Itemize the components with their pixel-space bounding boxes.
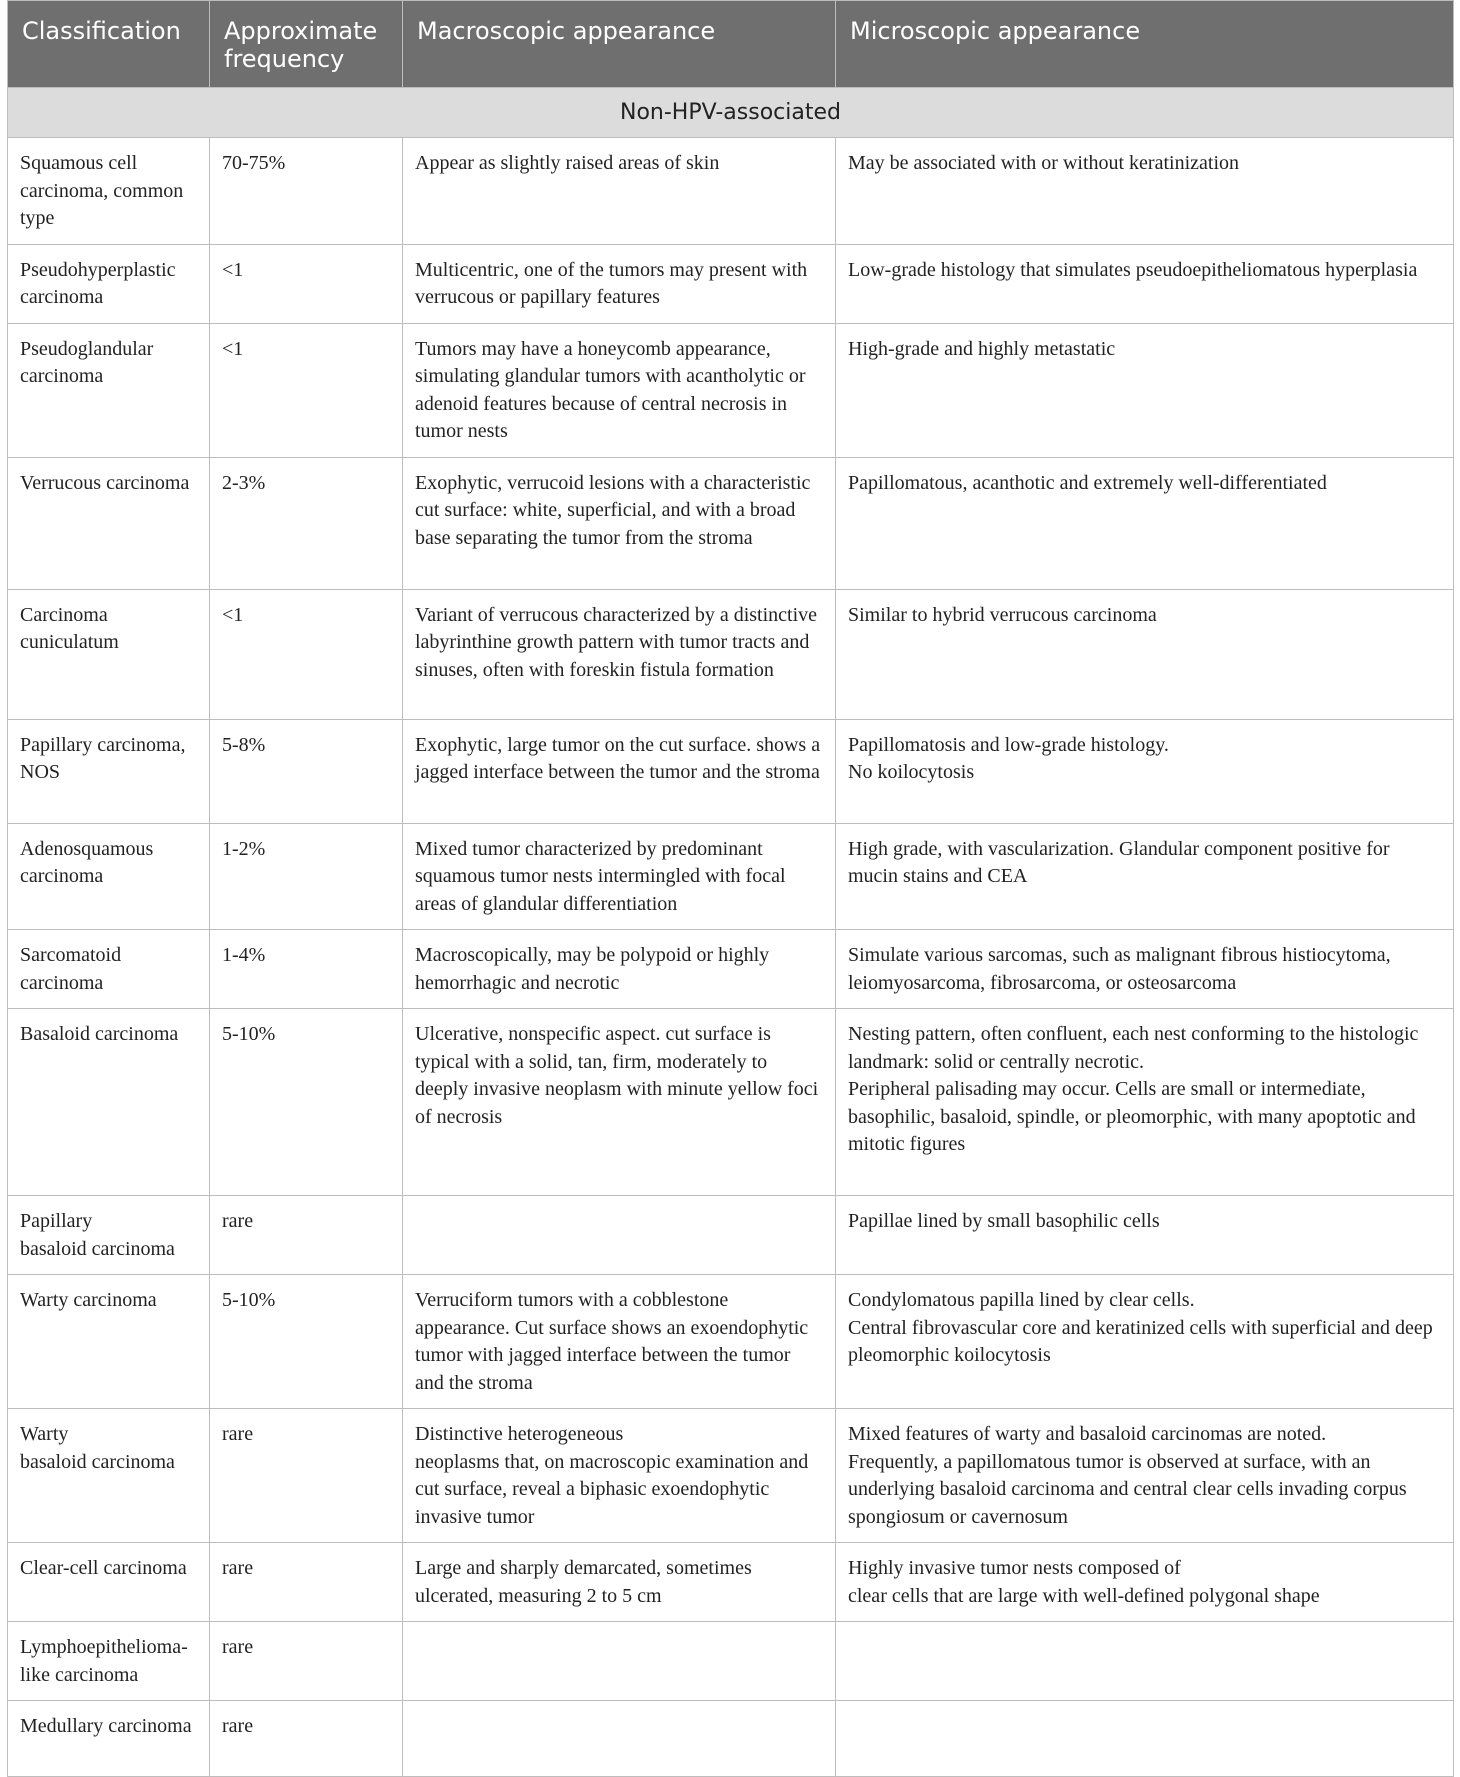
cell-frequency: 2-3% — [210, 457, 403, 589]
cell-frequency: rare — [210, 1409, 403, 1543]
cell-microscopic: Similar to hybrid verrucous carcinoma — [836, 589, 1454, 719]
cell-classification: Squamous cell carcinoma, common type — [8, 138, 210, 245]
cell-frequency: 5-8% — [210, 719, 403, 823]
cell-classification — [8, 1409, 210, 1543]
cell-frequency: 5-10% — [210, 1275, 403, 1409]
cell-microscopic — [836, 1009, 1454, 1196]
cell-frequency: 1-2% — [210, 823, 403, 930]
cell-macroscopic — [403, 1196, 836, 1275]
cell-classification-line: Warty — [20, 1423, 69, 1445]
cell-macroscopic: Tumors may have a honeycomb appearance, simulating glandular tumors with acantholytic or adenoid features because of central necrosis in tumor nests — [403, 323, 836, 457]
cell-frequency: rare — [210, 1622, 403, 1701]
cell-classification: Verrucous carcinoma — [8, 457, 210, 589]
table-row — [8, 1409, 1454, 1543]
cell-microscopic-line: Frequently, a papillomatous tumor is observed at surface, with an underlying basaloid carcinoma and central clear cells invading corpus spongiosum or cavernosum — [848, 1450, 1407, 1528]
header-macroscopic: Macroscopic appearance — [403, 1, 836, 88]
cell-microscopic-line: No koilocytosis — [848, 761, 975, 783]
cell-microscopic-line: Mixed features of warty and basaloid carcinomas are noted. — [848, 1423, 1327, 1445]
cell-macroscopic: Ulcerative, nonspecific aspect. cut surface is typical with a solid, tan, firm, moderately to deeply invasive neoplasm with minute yellow foci of necrosis — [403, 1009, 836, 1196]
cell-classification: Papillary carcinoma, NOS — [8, 719, 210, 823]
cell-classification: Adenosquamous carcinoma — [8, 823, 210, 930]
cell-frequency: <1 — [210, 323, 403, 457]
cell-frequency: rare — [210, 1196, 403, 1275]
table-row — [8, 1622, 1454, 1701]
cell-microscopic-line: Papillomatosis and low-grade histology. — [848, 733, 1169, 756]
cell-microscopic — [836, 1275, 1454, 1409]
cell-microscopic-line: Nesting pattern, often confluent, each nest conforming to the histologic landmark: solid or centrally necrotic. — [848, 1023, 1419, 1073]
cell-microscopic — [836, 1701, 1454, 1777]
classification-table — [7, 0, 1454, 1777]
cell-microscopic — [836, 1409, 1454, 1543]
cell-microscopic-line: clear cells that are large with well-defined polygonal shape — [848, 1584, 1320, 1607]
cell-classification: Basaloid carcinoma — [8, 1009, 210, 1196]
cell-frequency: 1-4% — [210, 930, 403, 1009]
cell-classification — [8, 1196, 210, 1275]
cell-microscopic — [836, 1622, 1454, 1701]
cell-macroscopic: Exophytic, large tumor on the cut surface. shows a jagged interface between the tumor and the stroma — [403, 719, 836, 823]
cell-macroscopic: Appear as slightly raised areas of skin — [403, 138, 836, 245]
cell-microscopic-line: Highly invasive tumor nests composed of — [848, 1557, 1181, 1579]
section-label: Non-HPV-associated — [8, 88, 1454, 138]
table-row — [8, 138, 1454, 245]
cell-classification-line: Papillary — [20, 1210, 93, 1232]
table-row — [8, 930, 1454, 1009]
cell-frequency: <1 — [210, 244, 403, 323]
cell-microscopic-line: Peripheral palisading may occur. Cells are small or intermediate, basophilic, basaloid, spindle, or pleomorphic, with many apoptotic and — [848, 1078, 1416, 1128]
cell-macroscopic — [403, 1701, 836, 1777]
cell-microscopic: Simulate various sarcomas, such as malignant fibrous histiocytoma, leiomyosarcoma, fibrosarcoma, or osteosarcoma — [836, 930, 1454, 1009]
cell-macroscopic — [403, 1409, 836, 1543]
cell-classification: Pseudoglandular carcinoma — [8, 323, 210, 457]
cell-classification: Carcinoma cuniculatum — [8, 589, 210, 719]
cell-microscopic-line: mitotic figures — [848, 1133, 966, 1155]
cell-classification: Sarcomatoid carcinoma — [8, 930, 210, 1009]
cell-macroscopic: Macroscopically, may be polypoid or highly hemorrhagic and necrotic — [403, 930, 836, 1009]
cell-macroscopic-line: neoplasms that, on macroscopic examination and cut surface, reveal a biphasic exoendophytic invasive tumor — [415, 1450, 809, 1528]
cell-classification: Clear-cell carcinoma — [8, 1543, 210, 1622]
cell-microscopic-line: Condylomatous papilla lined by clear cells. — [848, 1289, 1195, 1311]
header-row — [8, 1, 1454, 88]
cell-microscopic: Papillae lined by small basophilic cells — [836, 1196, 1454, 1275]
table-row — [8, 719, 1454, 823]
cell-macroscopic — [403, 1622, 836, 1701]
header-frequency: Approximate frequency — [210, 1, 403, 88]
cell-frequency: 5-10% — [210, 1009, 403, 1196]
table-row — [8, 823, 1454, 930]
cell-macroscopic: Mixed tumor characterized by predominant squamous tumor nests intermingled with focal areas of glandular differentiation — [403, 823, 836, 930]
section-row — [8, 88, 1454, 138]
table-row — [8, 1543, 1454, 1622]
cell-microscopic: High grade, with vascularization. Glandular component positive for mucin stains and CEA — [836, 823, 1454, 930]
cell-classification-line: basaloid carcinoma — [20, 1450, 175, 1473]
cell-macroscopic-line: Distinctive heterogeneous — [415, 1423, 624, 1445]
header-microscopic: Microscopic appearance — [836, 1, 1454, 88]
cell-frequency: 70-75% — [210, 138, 403, 245]
cell-microscopic — [836, 719, 1454, 823]
cell-classification: Medullary carcinoma — [8, 1701, 210, 1777]
cell-classification: Warty carcinoma — [8, 1275, 210, 1409]
table-row — [8, 323, 1454, 457]
table-row — [8, 244, 1454, 323]
cell-macroscopic: Multicentric, one of the tumors may present with verrucous or papillary features — [403, 244, 836, 323]
table-row — [8, 589, 1454, 719]
cell-frequency: rare — [210, 1701, 403, 1777]
cell-macroscopic: Exophytic, verrucoid lesions with a characteristic cut surface: white, superficial, and with a broad base separating the tumor from the stroma — [403, 457, 836, 589]
cell-microscopic — [836, 1543, 1454, 1622]
table-row — [8, 1275, 1454, 1409]
cell-microscopic: May be associated with or without keratinization — [836, 138, 1454, 245]
cell-classification-line: basaloid carcinoma — [20, 1237, 175, 1260]
cell-macroscopic: Verruciform tumors with a cobblestone appearance. Cut surface shows an exoendophytic tumor with jagged interface between the tumor and the stroma — [403, 1275, 836, 1409]
header-classification: Classification — [8, 1, 210, 88]
cell-frequency: rare — [210, 1543, 403, 1622]
table-row — [8, 457, 1454, 589]
cell-macroscopic: Large and sharply demarcated, sometimes ulcerated, measuring 2 to 5 cm — [403, 1543, 836, 1622]
table-row — [8, 1009, 1454, 1196]
cell-microscopic: Low-grade histology that simulates pseudoepitheliomatous hyperplasia — [836, 244, 1454, 323]
cell-microscopic-line: Central fibrovascular core and keratinized cells with superficial and deep pleomorphic koilocytosis — [848, 1316, 1433, 1366]
cell-classification: Lymphoepithelioma-like carcinoma — [8, 1622, 210, 1701]
cell-frequency: <1 — [210, 589, 403, 719]
table-row — [8, 1701, 1454, 1777]
cell-classification: Pseudohyperplastic carcinoma — [8, 244, 210, 323]
cell-microscopic: High-grade and highly metastatic — [836, 323, 1454, 457]
cell-macroscopic: Variant of verrucous characterized by a distinctive labyrinthine growth pattern with tumor tracts and sinuses, often with foreskin fistula formation — [403, 589, 836, 719]
cell-microscopic: Papillomatous, acanthotic and extremely well-differentiated — [836, 457, 1454, 589]
table-row — [8, 1196, 1454, 1275]
